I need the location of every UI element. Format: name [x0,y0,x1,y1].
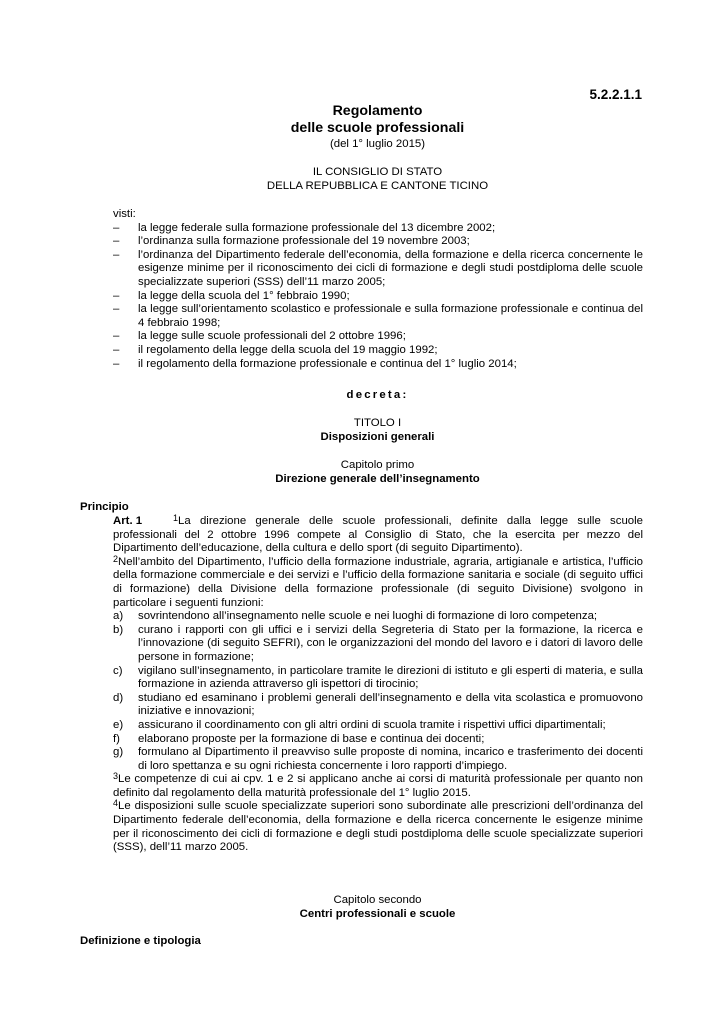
chapter-1-heading [113,459,642,486]
item-letter: a) [113,610,124,623]
document-title [113,103,642,137]
document-date: (del 1° luglio 2015) [329,138,426,150]
chapter-2-name: Centri professionali e scuole [299,907,456,920]
chapter-2-heading [113,894,642,921]
dash-marker: – [113,235,120,248]
chapter-2-number: Capitolo secondo [333,894,422,906]
paragraph-number: 3 [113,771,119,782]
function-item: d) studiano ed esaminano i problemi generali dell’insegnamento e della vita scolastica e promuovono iniziative e innovazioni; [113,691,643,718]
article-1 [113,515,643,855]
dash-marker: – [113,357,120,370]
visti-item: – il regolamento della formazione professionale e continua del 1° luglio 2014; [113,357,517,370]
paragraph-number: 2 [113,553,119,564]
article-1-paragraph-1: Art. 1 $^1$La direzione generale delle scuole professionali, definite dalla legge sulle scuole professionali del 2 ottobre 1996 compete al Consiglio di Stato, che la esercita per mezzo del Dipartimento dell’educazione, della cultura e dello sport (di seguito Dipartimento). [113,513,643,555]
item-letter: c) [113,664,123,677]
paragraph-number: 4 [113,798,119,809]
dash-marker: – [113,248,120,261]
visti-label: visti: [113,208,136,220]
authority-line-1: IL CONSIGLIO DI STATO [312,166,443,178]
function-item: b) curano i rapporti con gli uffici e i servizi della Segreteria di Stato per la formazione, la ricerca e l’innovazione (di seguito SEFRI), con le organizzazioni del mondo del lavoro e i datori di lavoro delle persone in formazione; [113,623,643,663]
visti-item: – la legge della scuola del 1° febbraio 1990; [113,289,350,302]
dash-marker: – [113,343,120,356]
dash-marker: – [113,303,120,316]
article-1-paragraph-4: $^4$Le disposizioni sulle scuole specializzate superiori sono subordinate alle prescrizioni dell’ordinanza del Dipartimento federale dell’economia, della formazione e della ricerca concernente le esigenze minime per il riconoscimento dei cicli di formazione e degli studi postdiploma delle scuole specializzate superiori (SSS), dell’11 marzo 2005. [113,798,643,854]
title-line-2: delle scuole professionali [290,120,465,136]
titolo-heading [113,417,642,444]
visti-item: – l’ordinanza sulla formazione professionale del 19 novembre 2003; [113,235,470,248]
visti-section [113,208,643,371]
authority-line-2: DELLA REPUBBLICA E CANTONE TICINO [266,179,489,192]
titolo-number: TITOLO I [353,417,402,429]
item-letter: f) [113,732,120,745]
paragraph-number: 1 [173,513,179,523]
function-item: g) formulano al Dipartimento il preavviso sulle proposte di nomina, incarico e trasferimento dei docenti di loro spettanza e su ogni richiesta concernente i loro rapporti d’impiego. [113,746,643,772]
function-item: c) vigilano sull’insegnamento, in particolare tramite le direzioni di istituto e gli esperti di materia, e sulla formazione in azienda attraverso gli ispettori di tirocinio; [113,664,643,691]
dash-marker: – [113,289,120,302]
article-label: Art. 1 [113,515,143,527]
chapter-1-name: Direzione generale dell’insegnamento [275,472,480,485]
item-letter: d) [113,691,124,704]
function-item: f) elaborano proposte per la formazione di base e continua dei docenti; [113,732,485,745]
visti-item: – la legge sulle scuole professionali del 2 ottobre 1996; [113,330,406,343]
document-number: 5.2.2.1.1 [589,87,642,102]
issuing-authority [113,166,642,193]
dash-marker: – [113,330,120,343]
article-1-paragraph-3: $^3$Le competenze di cui ai cpv. 1 e 2 si applicano anche ai corsi di maturità professionale per quanto non definito dal regolamento della maturità professionale del 1° luglio 2015. [113,771,643,799]
item-letter: e) [113,718,124,731]
margin-note-principio: Principio [80,501,129,513]
dash-marker: – [113,221,120,234]
visti-item: – la legge federale sulla formazione professionale del 13 dicembre 2002; [113,221,496,234]
visti-item: – il regolamento della legge della scuola del 19 maggio 1992; [113,343,438,356]
function-item: e) assicurano il coordinamento con gli altri ordini di scuola tramite i rispettivi uffici dipartimentali; [113,718,606,731]
visti-item: – la legge sull’orientamento scolastico e professionale e sulla formazione professionale e continua del 4 febbraio 1998; [113,303,643,329]
decreta-heading: decreta: [346,389,409,401]
titolo-name: Disposizioni generali [320,430,435,443]
visti-item: – l’ordinanza del Dipartimento federale dell’economia, della formazione e della ricerca concernente le esigenze minime per il riconoscimento dei cicli di formazione e degli studi postdiploma delle scuole specializzate superiori (SSS) dell’11 marzo 2005; [113,248,643,288]
title-line-1: Regolamento [332,103,423,119]
item-letter: b) [113,623,124,636]
chapter-1-number: Capitolo primo [340,459,415,471]
function-item: a) sovrintendono all’insegnamento nelle scuole e nei luoghi di formazione di loro competenza; [113,610,598,623]
article-1-paragraph-2: $^2$Nell’ambito del Dipartimento, l’ufficio della formazione industriale, agraria, artigianale e artistica, l’ufficio della formazione commerciale e dei servizi e l’ufficio della formazione sanitaria e sociale (di seguito uffici di formazione) della Divisione della formazione professionale (di seguito Divisione) svolgono in particolare i seguenti funzioni: [113,553,643,609]
item-letter: g) [113,746,124,759]
margin-note-definizione: Definizione e tipologia [80,935,201,947]
